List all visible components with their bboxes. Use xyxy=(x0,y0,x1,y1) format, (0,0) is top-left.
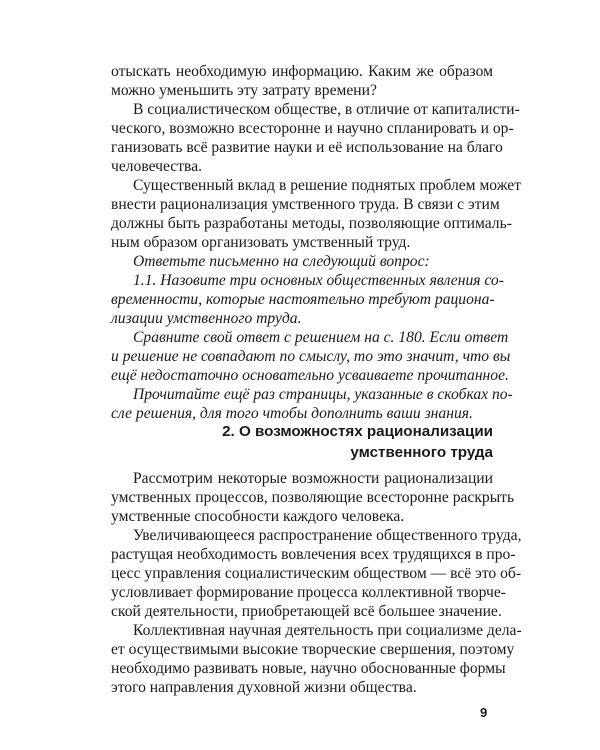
paragraph xyxy=(111,100,520,176)
text-line: ской деятельности, приобретающей всё большее значение. xyxy=(111,603,502,620)
paragraph xyxy=(111,328,511,385)
section-heading xyxy=(193,421,493,463)
text-line: Коллективная научная деятельность при социализме дела- xyxy=(133,622,522,639)
text-line: ет осуществимыми высокие творческие свершения, поэтому xyxy=(111,641,515,658)
text-line: можно уменьшить эту затрату времени? xyxy=(111,82,377,99)
text-line: умственные способности каждого человека. xyxy=(111,508,405,525)
paragraph xyxy=(111,271,504,328)
paragraph xyxy=(111,252,493,271)
text-line: цесс управления социалистическим обществом — всё это об- xyxy=(111,565,522,582)
text-line: ещё недостаточно основательно усваиваете прочитанное. xyxy=(111,367,509,384)
paragraph xyxy=(111,526,522,621)
text-line: растущая необходимость вовлечения всех трудящихся в про- xyxy=(111,546,516,563)
text-line: должны быть разработаны методы, позволяющие оптималь- xyxy=(111,215,512,232)
text-line: ганизовать всё развитие науки и её использование на благо xyxy=(111,139,503,156)
text-line: внести рационализация умственного труда. В связи с этим xyxy=(111,196,500,213)
text-line: условливает формирование процесса коллективной творче- xyxy=(111,584,506,601)
text-line: Увеличивающееся распространение общественного труда, xyxy=(133,527,522,544)
text-line: необходимо развивать новые, научно обоснованные формы xyxy=(111,660,506,677)
text-line: Существенный вклад в решение поднятых проблем может xyxy=(133,177,522,194)
text-line: сле решения, для того чтобы дополнить ваши знания. xyxy=(111,405,473,422)
text-line: Прочитайте ещё раз страницы, указанные в скобках по- xyxy=(133,386,513,403)
section-heading-line-1: 2. О возможностях рационализации xyxy=(222,423,493,440)
text-line: Сравните свой ответ с решением на с. 180. Если ответ xyxy=(133,329,509,346)
text-line: 1.1. Назовите три основных общественных явления со- xyxy=(133,272,504,289)
section-heading-line-2: умственного труда xyxy=(350,444,493,461)
paragraph xyxy=(111,176,522,252)
text-line: этого направления духовной жизни общества. xyxy=(111,679,417,696)
text-line: В социалистическом обществе, в отличие от капиталисти- xyxy=(133,101,520,118)
paragraph xyxy=(111,385,513,423)
paragraph xyxy=(111,469,515,526)
text-line: Ответьте письменно на следующий вопрос: xyxy=(133,253,430,270)
page-number: 9 xyxy=(480,705,488,720)
text-line: умственных процессов, позволяющие всесторонне раскрыть xyxy=(111,489,515,506)
text-line: временности, которые настоятельно требуют рациона- xyxy=(111,291,495,308)
section-1-text xyxy=(111,62,522,423)
section-2-text xyxy=(111,469,522,697)
text-line: лизации умственного труда. xyxy=(111,310,302,327)
text-line: ческого, возможно всесторонне и научно спланировать и ор- xyxy=(111,120,514,137)
paragraph xyxy=(111,621,522,697)
paragraph xyxy=(111,62,493,100)
text-line: Рассмотрим некоторые возможности рационализации xyxy=(133,470,493,487)
text-line: отыскать необходимую информацию. Каким же образом xyxy=(111,63,493,80)
text-line: и решение не совпадают по смыслу, то это значит, что вы xyxy=(111,348,511,365)
text-line: ным образом организовать умственный труд. xyxy=(111,234,411,251)
text-line: человечества. xyxy=(111,158,203,175)
